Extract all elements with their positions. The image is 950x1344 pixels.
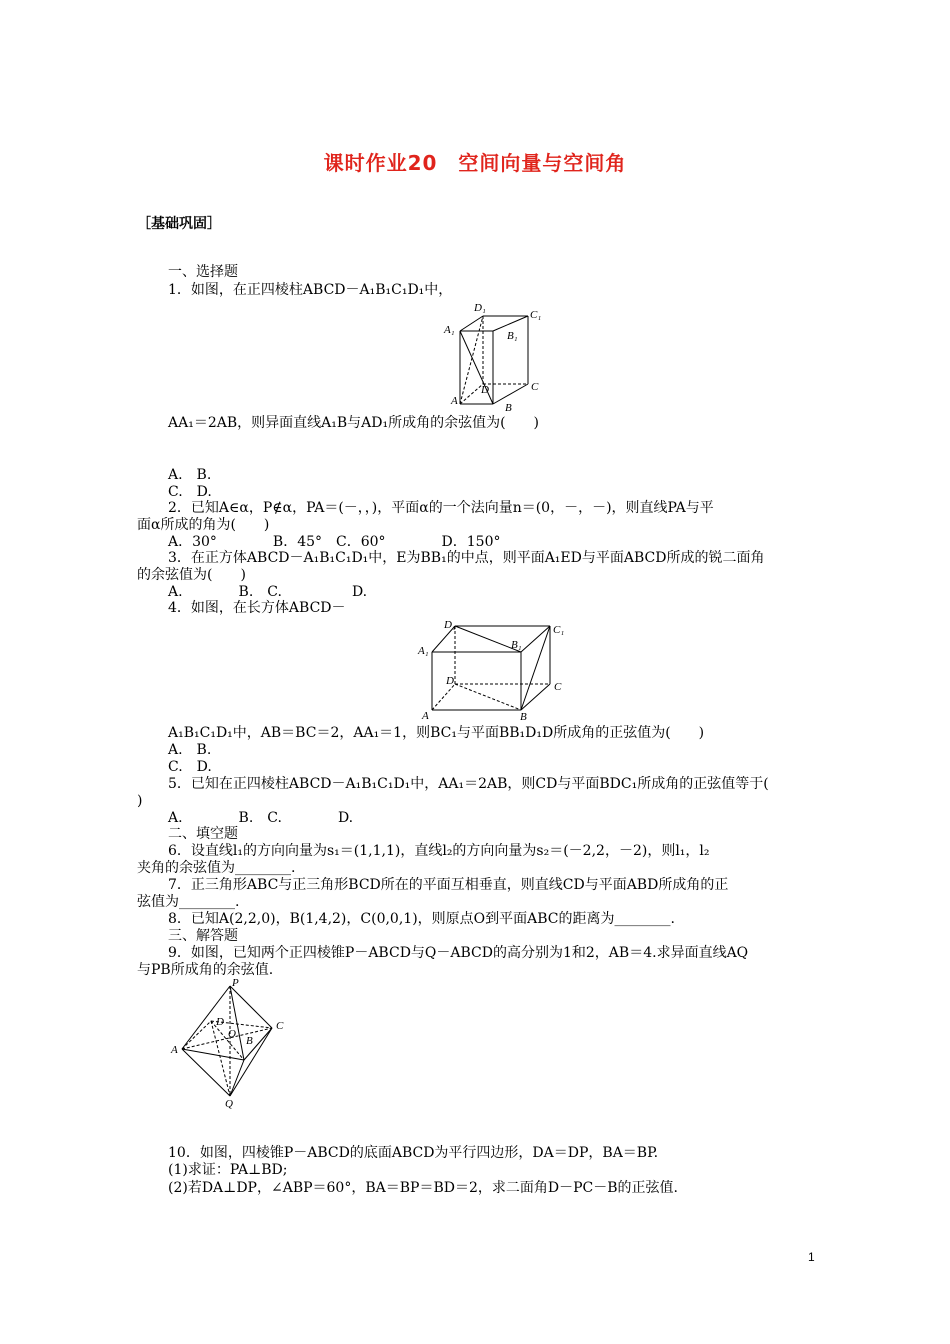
page-title: 课时作业20 空间向量与空间角 bbox=[323, 151, 627, 175]
q7-line1: 7．正三角形ABC与正三角形BCD所在的平面互相垂直，则直线CD与平面ABD所成角的正 bbox=[168, 877, 729, 893]
heading-answer: 三、解答题 bbox=[168, 928, 238, 944]
q2-line2: 面α所成的角为( ) bbox=[137, 517, 270, 533]
q2-options: A．30° B．45° C．60° D．150° bbox=[168, 534, 501, 550]
fig2-label-b: B bbox=[520, 711, 527, 722]
q8-line1: 8．已知A(2,2,0)，B(1,4,2)，C(0,0,1)，则原点O到平面ABC的距离为________. bbox=[168, 911, 675, 927]
q6-line2: 夹角的余弦值为________. bbox=[137, 860, 296, 876]
fig3-label-d: D bbox=[216, 1016, 224, 1028]
fig2-label-d: D bbox=[446, 675, 454, 687]
q9-line1: 9．如图，已知两个正四棱锥P－ABCD与Q－ABCD的高分别为1和2，AB＝4.求异面直线AQ bbox=[168, 945, 749, 961]
q1-continuation: AA₁＝2AB，则异面直线A₁B与AD₁所成角的余弦值为( ) bbox=[168, 415, 540, 431]
q9-figure bbox=[168, 976, 292, 1110]
fig1-label-c1: C₁ bbox=[530, 309, 542, 321]
q10-line1: 10．如图，四棱锥P－ABCD的底面ABCD为平行四边形，DA＝DP，BA＝BP. bbox=[168, 1145, 659, 1161]
fig1-label-d1: D₁ bbox=[474, 302, 486, 314]
fig1-label-a1: A₁ bbox=[444, 324, 455, 336]
q7-line2: 弦值为________. bbox=[137, 894, 240, 910]
fig1-label-d: D bbox=[481, 384, 489, 396]
q4-stem: 4．如图，在长方体ABCD－ bbox=[168, 600, 346, 616]
fig1-label-b1: B₁ bbox=[507, 330, 518, 342]
fig3-label-p: P bbox=[232, 977, 239, 989]
fig3-label-c: C bbox=[276, 1020, 284, 1032]
heading-choice: 一、选择题 bbox=[168, 264, 238, 280]
q1-figure bbox=[438, 298, 550, 414]
fig3-label-o: O bbox=[228, 1028, 236, 1040]
q1-options-ab: A. B. bbox=[168, 467, 212, 483]
fig2-label-d1: D₁ bbox=[444, 619, 456, 631]
q2-line1: 2．已知A∈α，P∉α，PA＝(－，，)，平面α的一个法向量n＝(0，－，－)，则直线PA与平 bbox=[168, 500, 714, 516]
fig3-label-b: B bbox=[246, 1035, 253, 1047]
q10-part1: (1)求证：PA⊥BD; bbox=[168, 1162, 288, 1178]
q6-line1: 6．设直线l₁的方向向量为s₁＝(1,1,1)，直线l₂的方向向量为s₂＝(－2,2，－2)，则l₁，l₂ bbox=[168, 843, 710, 859]
q1-stem: 1．如图，在正四棱柱ABCD－A₁B₁C₁D₁中， bbox=[168, 282, 453, 298]
q5-line1: 5．已知在正四棱柱ABCD－A₁B₁C₁D₁中，AA₁＝2AB，则CD与平面BDC₁所成角的正弦值等于( bbox=[168, 776, 769, 792]
q1-options-cd: C. D. bbox=[168, 484, 212, 500]
q5-line2: ) bbox=[137, 793, 143, 809]
fig1-label-c: C bbox=[531, 381, 539, 393]
q4-options-cd: C. D. bbox=[168, 759, 212, 775]
q3-line1: 3．在正方体ABCD－A₁B₁C₁D₁中，E为BB₁的中点，则平面A₁ED与平面ABCD所成的锐二面角 bbox=[168, 550, 765, 566]
heading-fill: 二、填空题 bbox=[168, 826, 238, 842]
fig2-label-a: A bbox=[422, 710, 429, 722]
fig3-label-q: Q bbox=[225, 1098, 233, 1110]
fig2-label-b1: B₁ bbox=[511, 639, 522, 651]
fig2-label-c1: C₁ bbox=[553, 624, 565, 636]
q4-continuation: A₁B₁C₁D₁中，AB＝BC＝2，AA₁＝1，则BC₁与平面BB₁D₁D所成角的正弦值为( ) bbox=[168, 725, 705, 741]
fig1-label-b: B bbox=[505, 402, 512, 414]
q5-options: A. B. C. D. bbox=[168, 810, 354, 826]
section-heading: ［基础巩固］ bbox=[137, 216, 221, 232]
fig3-label-a: A bbox=[171, 1044, 178, 1056]
fig2-label-c: C bbox=[554, 681, 562, 693]
q3-options: A. B. C. D. bbox=[168, 584, 368, 600]
q10-part2: (2)若DA⊥DP，∠ABP＝60°，BA＝BP＝BD＝2，求二面角D－PC－B的正弦值. bbox=[168, 1180, 678, 1196]
q4-options-ab: A. B. bbox=[168, 742, 212, 758]
q3-line2: 的余弦值为( ) bbox=[137, 567, 246, 583]
q9-line2: 与PB所成角的余弦值. bbox=[137, 962, 274, 978]
page-number: 1 bbox=[808, 1250, 815, 1264]
q4-figure bbox=[415, 618, 575, 722]
fig2-label-a1: A₁ bbox=[418, 645, 429, 657]
fig1-label-a: A bbox=[451, 395, 458, 407]
